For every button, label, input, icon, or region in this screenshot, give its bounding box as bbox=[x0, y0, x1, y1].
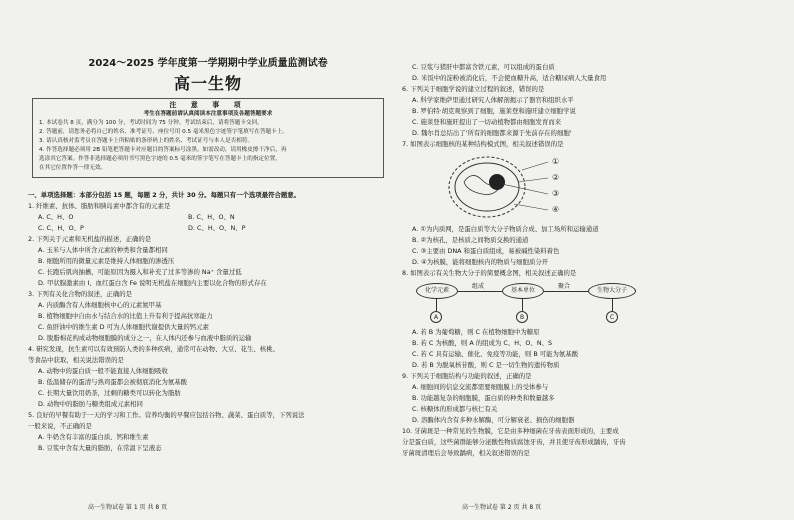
notice-heading: 注 意 事 项 bbox=[169, 101, 247, 109]
cell-label: ② bbox=[552, 173, 560, 182]
answer-option: D. 脱脂棉花构成动物细胞膜的成分之一，在人体内还参与血液中脂质的运输 bbox=[38, 334, 252, 342]
left-page bbox=[28, 0, 388, 520]
answer-option: C. 鱼肝油中的维生素 D 可为人体细胞代谢提供大量的钙元素 bbox=[38, 323, 209, 331]
answer-option: C. ③主要由 DNA 和蛋白质组成，易被碱性染料着色 bbox=[412, 247, 560, 255]
right-questions bbox=[402, 62, 766, 459]
leader-line bbox=[518, 178, 548, 182]
question-stem: 6. 下列关于细胞学说的建立过程的叙述，错误的是 bbox=[402, 85, 545, 93]
cell-label: ③ bbox=[552, 189, 560, 198]
question-stem: 3. 下列有关化合物的叙述，正确的是 bbox=[28, 290, 132, 298]
question bbox=[402, 371, 766, 426]
question-stem: 10. 牙菌斑是一种常见的生物膜，它是由多种细菌在牙齿表面形成的，主要成 bbox=[402, 427, 619, 435]
cell-label: ④ bbox=[552, 205, 560, 214]
question-stem: 1. 纤维素、抗体、脂肪和胰岛素中都含有的元素是 bbox=[28, 202, 171, 210]
node-c: C bbox=[606, 311, 618, 323]
answer-option: C. 若 C 具有运输、催化、免疫等功能，则 B 可能为氨基酸 bbox=[412, 350, 579, 358]
question-stem: 一般来说，不正确的是 bbox=[28, 422, 92, 430]
question-stem: 9. 下列关于细胞结构与功能的叙述，正确的是 bbox=[402, 372, 532, 380]
drop-b bbox=[522, 299, 523, 311]
node-a: A bbox=[430, 311, 442, 323]
nucleolus bbox=[489, 174, 505, 190]
notice-item: 3. 请认真核对监考员在答题卡上所粘贴的条形码上的姓名、考试证号与本人是否相符。 bbox=[39, 138, 254, 144]
drop-a bbox=[436, 299, 437, 311]
answer-option: B. 植物细胞中自由水与结合水的比值上升有利于提高抗寒能力 bbox=[38, 312, 213, 320]
answer-option: B. 罗伯特·胡克观察到了细胞，施莱登和施旺建立细胞学说 bbox=[412, 107, 576, 115]
question bbox=[402, 426, 766, 459]
question bbox=[28, 201, 388, 234]
node-macromolecule: 生物大分子 bbox=[588, 283, 636, 299]
question-block-right bbox=[402, 62, 766, 459]
answer-option: D. C、H、O、N、P bbox=[188, 224, 246, 232]
question-stem: 分是蛋白质，这些菌群能够分泌酸性物质腐蚀牙齿，并且使牙齿形成龋齿，牙齿 bbox=[402, 438, 626, 446]
page-footer-left: 高一生物试卷 第 1 页 共 8 页 bbox=[88, 504, 168, 511]
answer-option: C. 施莱登和施旺提出了一切动植物都由细胞发育而来 bbox=[412, 118, 562, 126]
notice-box bbox=[32, 98, 384, 178]
arrow-label-2: 聚合 bbox=[558, 283, 571, 290]
answer-option: B. 若 C 为核酸，则 A 的组成为 C、H、O、N、S bbox=[412, 339, 553, 347]
drop-c bbox=[612, 299, 613, 311]
question bbox=[28, 289, 388, 344]
outer-membrane bbox=[449, 157, 525, 217]
question-stem: 牙菌斑清理后会导致龋病，相关叙述错误的是 bbox=[402, 449, 530, 457]
node-elements: 化学元素 bbox=[416, 283, 458, 299]
right-page bbox=[402, 0, 766, 520]
concept-diagram bbox=[416, 281, 646, 325]
answer-option: A. 内质酶含有人体细胞核中心的元素氮甲基 bbox=[38, 301, 162, 309]
answer-option-row bbox=[28, 212, 388, 223]
answer-option: D. ④为核膜，能将细胞核内的物质与细胞质分开 bbox=[412, 258, 549, 266]
answer-option: C. 长期大量饮用奶茶，过剩的糖类可以转化为脂肪 bbox=[38, 389, 181, 397]
question-stem: 8. 如图表示有关生物大分子的简要概念图，相关叙述正确的是 bbox=[402, 269, 577, 277]
page-footer-right: 高一生物试卷 第 2 页 共 8 页 bbox=[462, 504, 542, 511]
notice-items bbox=[39, 119, 377, 173]
answer-option: D. 溶酶体内含有多种水解酶，可分解衰老、损伤的细胞器 bbox=[412, 416, 575, 424]
answer-option: C. C、H、O、P bbox=[38, 224, 84, 232]
answer-option: A. 牛奶含有丰富的蛋白质、钙和维生素 bbox=[38, 433, 149, 441]
notice-subheading: 考生在答题前请认真阅读本注意事项及各题答题要求 bbox=[143, 111, 273, 117]
answer-option: B. C、H、O、N bbox=[188, 213, 235, 221]
answer-option: C. 豆浆与猪肝中都富含铁元素，可以组成的蛋白质 bbox=[412, 63, 555, 71]
answer-option: C. 核糖体的形成都与核仁有关 bbox=[412, 405, 498, 413]
question bbox=[28, 234, 388, 289]
answer-option-row bbox=[28, 223, 388, 234]
answer-option: B. 低温储存的蛋清与熟鸡蛋都会被彻底消化为氨基酸 bbox=[38, 378, 188, 386]
answer-option: D. 若 B 为脱氧核苷酸，则 C 是一切生物的遗传物质 bbox=[412, 361, 560, 369]
question-stem: 7. 如图表示细胞核的某种结构模式图，相关叙述错误的是 bbox=[402, 140, 564, 148]
node-b: B bbox=[516, 311, 528, 323]
cell-label: ① bbox=[552, 157, 560, 166]
answer-option: B. 豆浆中含有大量的脂肪，在常温下呈液态 bbox=[38, 444, 162, 452]
answer-option: A. 动物中的蛋白质一般不能直接人体细胞吸收 bbox=[38, 367, 168, 375]
notice-item: 4. 作答选择题必须用 2B 铅笔把答题卡对应题目的答案标号涂黑。如需改动，请用橡皮擦干净后，再 bbox=[39, 147, 287, 153]
answer-option: A. C、H、O bbox=[38, 213, 74, 221]
question bbox=[28, 410, 388, 454]
arrow-label-1: 组成 bbox=[472, 283, 485, 290]
answer-option: C. 长跑后肌肉抽搐，可能原因为摄入和补充了过多等渗的 Na⁺ 含量过低 bbox=[38, 268, 242, 276]
question bbox=[402, 62, 766, 84]
exam-title: 2024～2025 学年度第一学期期中学业质量监测试卷 bbox=[88, 58, 328, 69]
answer-option: D. 米饭中的淀粉被消化后，不会使血糖升高，适合糖尿病人大量食用 bbox=[412, 74, 607, 82]
answer-option: A. ①为内质网，是蛋白质等大分子物质合成、加工场所和运输通道 bbox=[412, 225, 599, 233]
question bbox=[28, 344, 388, 410]
question-stem: 2. 下列关于元素和无机盐的描述，正确的是 bbox=[28, 235, 152, 243]
question-block-left bbox=[28, 190, 388, 454]
answer-option: A. 细胞间的信息交流都需要细胞膜上的受体参与 bbox=[412, 383, 549, 391]
answer-option: B. ②为核孔，是核质之间物质交换的通道 bbox=[412, 236, 529, 244]
answer-option: A. 玉米与人体中所含元素的种类和含量都相同 bbox=[38, 246, 168, 254]
question-stem: 4. 研究发现，抗生素可以有效预防人类的多种疾病，通常可在动物、大豆、花生、核桃、 bbox=[28, 345, 279, 353]
cell-diagram bbox=[442, 152, 582, 222]
answer-option: D. 魏尔肖总结出了'所有的细胞都来源于先前存在的细胞' bbox=[412, 129, 572, 137]
notice-item: 1. 本试卷共 8 页，满分为 100 分，考试时间为 75 分钟。考试结束后，请将答题卡交回。 bbox=[39, 120, 263, 126]
left-questions bbox=[28, 201, 388, 454]
leader-line bbox=[522, 162, 548, 170]
question-stem: 等食品中获取，相关说法错误的是 bbox=[28, 356, 124, 364]
answer-option: D. 动物中的脂肪与糖类组成元素相同 bbox=[38, 400, 143, 408]
answer-option: D. 甲状腺激素由 I、血红蛋白含 Fe 说明无机盐在细胞内主要以化合物的形式存在 bbox=[38, 279, 267, 287]
question bbox=[402, 139, 766, 268]
subject-title: 高一生物 bbox=[173, 74, 242, 93]
question bbox=[402, 268, 766, 371]
question-stem: 5. 良好的早餐有助于一天的学习和工作。营养均衡的早餐应包括谷物、蔬菜、蛋白质等，下列说法 bbox=[28, 411, 305, 419]
notice-item: 2. 答题前，请您务必将自己的姓名、准考证号、座位号用 0.5 毫米黑色字迹签字笔填写在答题卡上。 bbox=[39, 129, 288, 135]
section-heading: 一、单项选择题：本部分包括 15 题，每题 2 分，共计 30 分。每题只有一个选项最符合题意。 bbox=[28, 191, 301, 199]
answer-option: A. 科学家维萨里通过研究人体解剖揭示了器官和组织水平 bbox=[412, 96, 574, 104]
notice-item: 选涂其它答案。作答非选择题必须用书写黑色字迹的 0.5 毫米的签字笔写在答题卡上的指定位置， bbox=[39, 156, 281, 162]
leader-line bbox=[514, 204, 548, 210]
answer-option: B. 细胞所用的微量元素是维持人体细胞的渗透压 bbox=[38, 257, 175, 265]
question bbox=[402, 84, 766, 139]
node-basic-unit: 基本单位 bbox=[502, 283, 544, 299]
inner-membrane bbox=[455, 163, 519, 211]
answer-option: A. 若 B 为葡萄糖，则 C 在植物细胞中为糖原 bbox=[412, 328, 540, 336]
cell-svg bbox=[442, 152, 582, 222]
notice-item: 在其它位置作答一律无效。 bbox=[39, 165, 107, 171]
answer-option: B. 功能越复杂的细胞膜，蛋白质的种类和数量越多 bbox=[412, 394, 555, 402]
